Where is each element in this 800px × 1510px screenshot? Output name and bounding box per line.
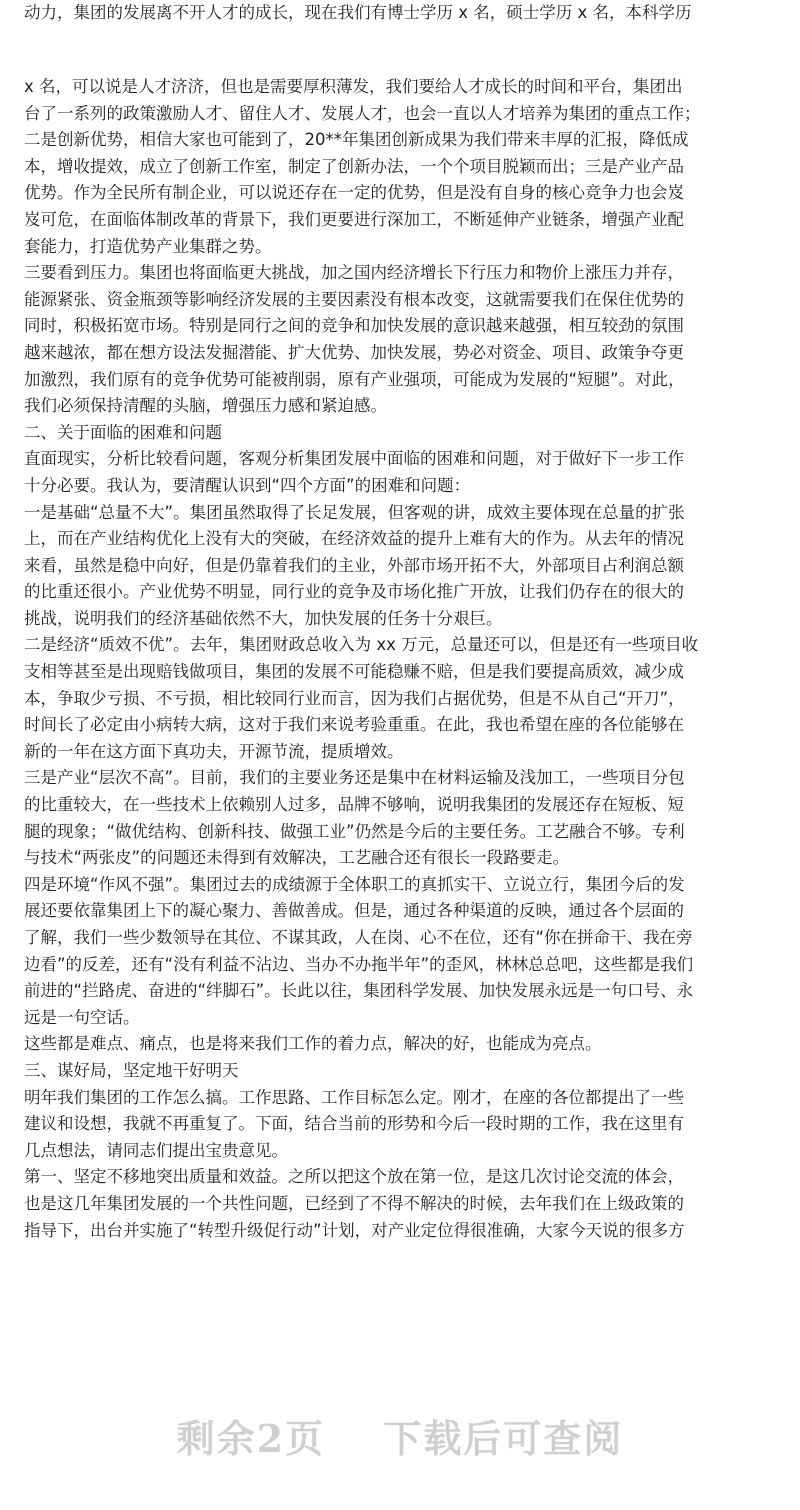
download-prompt-banner[interactable] (0, 1404, 800, 1474)
remaining-pages-label: 剩余2页 (176, 1416, 326, 1461)
document-line: 第一、坚定不移地突出质量和效益。之所以把这个放在第一位，是这几次讨论交流的体会， (24, 1167, 684, 1187)
document-line: 明年我们集团的工作怎么搞。工作思路、工作目标怎么定。刚才，在座的各位都提出了一些 (24, 1087, 684, 1107)
document-line: 本，增收提效，成立了创新工作室，制定了创新办法，一个个项目脱颖而出；三是产业产品 (24, 156, 684, 176)
document-line: 与技术“两张皮”的问题还未得到有效解决，工艺融合还有很长一段路要走。 (24, 848, 570, 868)
document-line: 的比重较大，在一些技术上依赖别人过多，品牌不够响，说明我集团的发展还存在短板、短 (24, 795, 684, 815)
document-line: 边看”的反差，还有“没有利益不沾边、当办不办拖半年”的歪风，林林总总吧，这些都是我们 (24, 954, 694, 974)
document-line: 腿的现象；“做优结构、创新科技、做强工业”仍然是今后的主要任务。工艺融合不够。专利 (24, 821, 685, 841)
document-line: 一是基础“总量不大”。集团虽然取得了长足发展，但客观的讲，成效主要体现在总量的扩张 (24, 502, 685, 522)
document-line: 动力，集团的发展离不开人才的成长，现在我们有博士学历 x 名，硕士学历 x 名，本科学历 (24, 3, 692, 22)
document-line: 时间长了必定由小病转大病，这对于我们来说考验重重。在此，我也希望在座的各位能够在 (24, 715, 684, 735)
document-top-line-block (0, 0, 800, 25)
document-line: 指导下，出台并实施了“转型升级促行动”计划，对产业定位得很准确，大家今天说的很多方 (24, 1220, 685, 1240)
section-heading: 三、谋好局，坚定地干好明天 (24, 1060, 239, 1080)
document-line: 来看，虽然是稳中向好，但是仍靠着我们的主业，外部市场开拓不大，外部项目占利润总额 (24, 555, 684, 575)
document-line: 四是环境“作风不强”。集团过去的成绩源于全体职工的真抓实干、立说立行，集团今后的发 (24, 874, 685, 894)
document-line: 能源紧张、资金瓶颈等影响经济发展的主要因素没有根本改变，这就需要我们在保住优势的 (24, 289, 684, 309)
document-line: 远是一句空话。 (24, 1007, 140, 1027)
document-line: 展还要依靠集团上下的凝心聚力、善做善成。但是，通过各种渠道的反映，通过各个层面的 (24, 901, 684, 921)
document-line: 了解，我们一些少数领导在其位、不谋其政，人在岗、心不在位，还有“你在拼命干、我在旁 (24, 928, 693, 947)
document-line: 的比重还很小。产业优势不明显，同行业的竞争及市场化推广开放，让我们仍存在的很大的 (24, 582, 684, 602)
document-line: 三要看到压力。集团也将面临更大挑战，加之国内经济增长下行压力和物价上涨压力并存， (24, 263, 684, 283)
document-line: 三是产业“层次不高”。目前，我们的主要业务还是集中在材料运输及浅加工，一些项目分包 (24, 768, 685, 788)
document-line: 前进的“拦路虎、奋进的“绊脚石”。长此以往，集团科学发展、加快发展永远是一句口号、永 (24, 981, 694, 1001)
document-line: 岌可危，在面临体制改革的背景下，我们更要进行深加工，不断延伸产业链条，增强产业配 (24, 209, 684, 229)
document-line: 优势。作为全民所有制企业，可以说还存在一定的优势，但是没有自身的核心竞争力也会岌 (24, 183, 684, 203)
document-line: 二是创新优势，相信大家也可能到了，20**年集团创新成果为我们带来丰厚的汇报，降低成 (24, 130, 689, 150)
document-line: 新的一年在这方面下真功夫，开源节流，提质增效。 (24, 741, 404, 761)
document-line: 台了一系列的政策激励人才、留住人才、发展人才，也会一直以人才培养为集团的重点工作； (24, 103, 701, 123)
section-heading: 二、关于面临的困难和问题 (24, 422, 222, 442)
document-line: 几点想法，请同志们提出宝贵意见。 (24, 1140, 288, 1160)
document-line: 直面现实，分析比较看问题，客观分析集团发展中面临的困难和问题，对于做好下一步工作 (24, 449, 684, 469)
document-line: 这些都是难点、痛点，也是将来我们工作的着力点，解决的好，也能成为亮点。 (24, 1034, 602, 1054)
document-line: 上，而在产业结构优化上没有大的突破，在经济效益的提升上难有大的作为。从去年的情况 (24, 529, 684, 549)
document-line: 本，争取少亏损、不亏损，相比较同行业而言，因为我们占据优势，但是不从自己“开刀”， (24, 688, 685, 708)
download-to-view-label: 下载后可查阅 (383, 1416, 624, 1461)
document-line: 二是经济“质效不优”。去年，集团财政总收入为 xx 万元，总量还可以，但是还有一些项目收 (24, 635, 699, 655)
document-line: 十分必要。我认为，要清醒认识到“四个方面”的困难和问题： (24, 475, 471, 495)
document-line: 支相等甚至是出现赔钱做项目，集团的发展不可能稳赚不赔，但是我们要提高质效，减少成 (24, 662, 684, 682)
document-body (0, 74, 800, 1244)
document-line: x 名，可以说是人才济济，但也是需要厚积薄发，我们要给人才成长的时间和平台，集团出 (24, 77, 683, 96)
document-line: 套能力，打造优势产业集群之势。 (24, 236, 272, 256)
document-line: 越来越浓，都在想方设法发掘潜能、扩大优势、加快发展，势必对资金、项目、政策争夺更 (24, 342, 684, 362)
document-line: 我们必须保持清醒的头脑，增强压力感和紧迫感。 (24, 396, 387, 416)
document-line: 也是这几年集团发展的一个共性问题，已经到了不得不解决的时候，去年我们在上级政策的 (24, 1193, 684, 1213)
document-line: 加激烈，我们原有的竞争优势可能被削弱，原有产业强项，可能成为发展的“短腿”。对此， (24, 369, 685, 389)
document-line: 挑战，说明我们的经济基础依然不大，加快发展的任务十分艰巨。 (24, 608, 503, 628)
document-line: 建议和设想，我就不再重复了。下面，结合当前的形势和今后一段时期的工作，我在这里有 (24, 1114, 684, 1134)
document-line: 同时，积极拓宽市场。特别是同行之间的竞争和加快发展的意识越来越强，相互较劲的氛围 (24, 316, 684, 336)
